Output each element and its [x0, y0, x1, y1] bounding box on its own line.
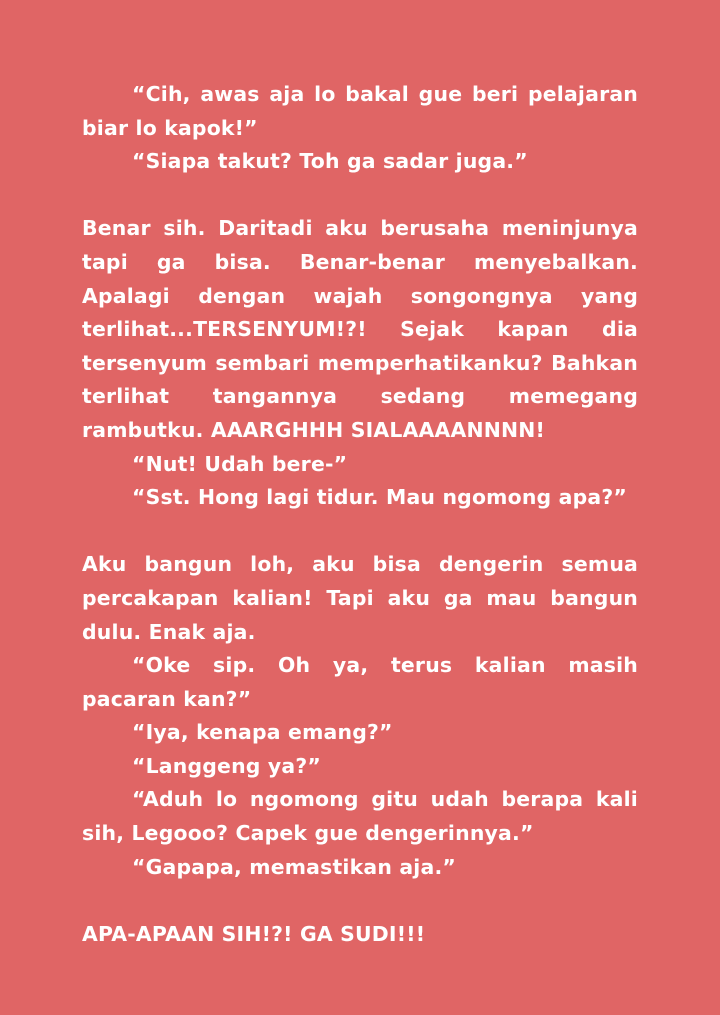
dialogue-line: “Nut! Udah bere-”: [132, 451, 348, 476]
dialogue-line: “Aduh lo ngomong gitu udah berapa kali sih, Legooo? Capek gue dengerinnya.”: [82, 787, 638, 846]
dialogue-line: “Sst. Hong lagi tidur. Mau ngomong apa?”: [132, 485, 627, 510]
narration-paragraph: APA-APAAN SIH!?! GA SUDI!!!: [82, 921, 426, 946]
narration-paragraph: Benar sih. Daritadi aku berusaha meninjunya tapi ga bisa. Benar-benar menyebalkan. Apalagi dengan wajah songongnya yang terlihat...TERSENYUM!?! Sejak kapan dia tersenyum sembari memperhatikanku? Bahkan terlihat tangannya sedang memegang rambutku. AAARGHHH SIALAAAANNNN!: [82, 216, 638, 442]
page-text-block: [82, 78, 638, 951]
dialogue-line: “Langgeng ya?”: [132, 753, 321, 778]
paragraph-gap: [82, 179, 638, 213]
dialogue-line: “Gapapa, memastikan aja.”: [132, 854, 457, 879]
narration-paragraph: Aku bangun loh, aku bisa dengerin semua percakapan kalian! Tapi aku ga mau bangun dulu. Enak aja.: [82, 552, 638, 644]
dialogue-line: “Oke sip. Oh ya, terus kalian masih pacaran kan?”: [82, 653, 638, 711]
paragraph-gap: [82, 884, 638, 918]
dialogue-line: “Siapa takut? Toh ga sadar juga.”: [132, 149, 528, 174]
paragraph-gap: [82, 515, 638, 549]
dialogue-line: “Cih, awas aja lo bakal gue beri pelajaran biar lo kapok!”: [82, 82, 638, 140]
dialogue-line: “Iya, kenapa emang?”: [132, 720, 393, 745]
